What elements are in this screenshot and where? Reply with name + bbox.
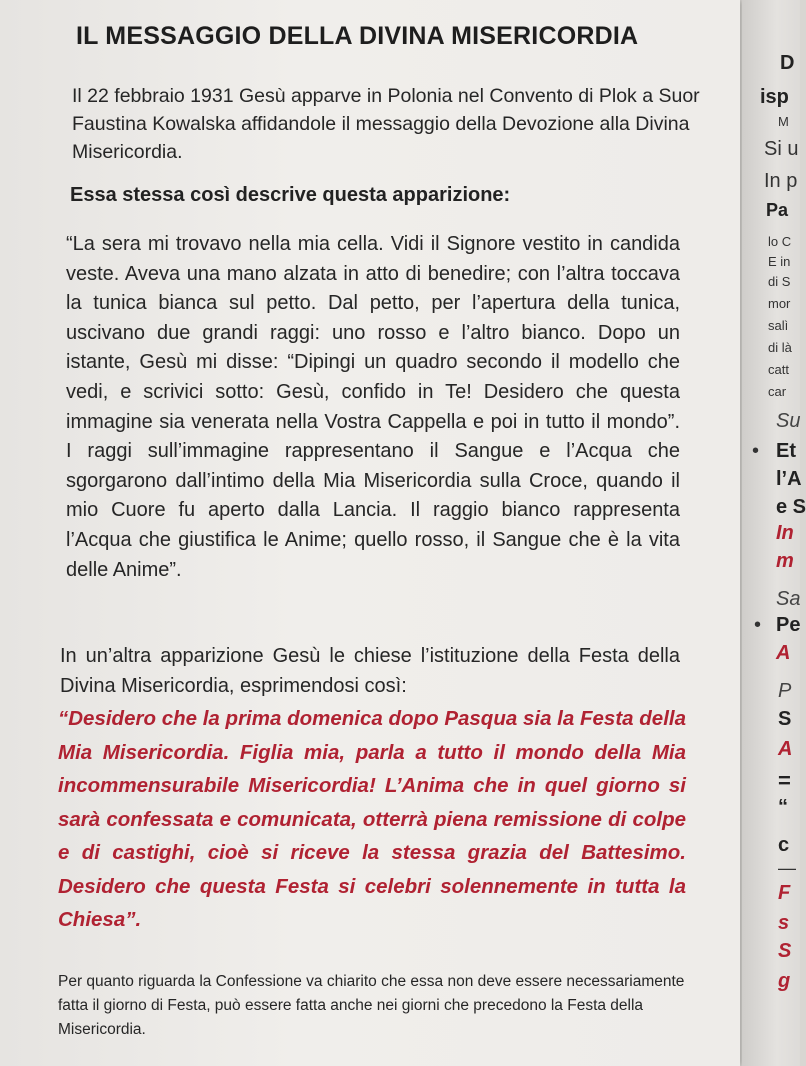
fold-text: In [776, 522, 794, 544]
fold-bullet: • [754, 614, 762, 636]
confession-note: Per quanto riguarda la Confessione va chiarito che essa non deve essere necessariamente fatta il giorno di Festa, può essere fatta anche nei giorni che precedono la Festa della Misericordia. [58, 973, 685, 1038]
page-title: IL MESSAGGIO DELLA DIVINA MISERICORDIA [76, 22, 639, 50]
fold-text: lo C [768, 234, 792, 249]
fold-text: M [778, 114, 789, 129]
fold-text: Pa [766, 200, 789, 220]
fold-text: F [778, 882, 791, 904]
fold-text: catt [768, 362, 789, 377]
fold-text: g [778, 970, 791, 992]
apparition-quote: “La sera mi trovavo nella mia cella. Vidi il Signore vestito in candida veste. Aveva una mano alzata in atto di benedire; con l’altra toccava la tunica bianca sul petto. Dal petto, per l’apertura della tunica, uscivano due grandi raggi: uno rosso e l’altro bianco. Dopo un istante, Gesù mi disse: “Dipingi un quadro secondo il modello che vedi, e scrivici sotto: Gesù, confido in Te! Desidero che questa immagine sia venerata nella Vostra Cappella e poi in tutto il mondo”. I raggi sull’immagine rappresentano il Sangue e l’Acqua che sgorgarono dall’intimo della Mia Misericordia sulla Croce, quando il mio Cuore fu aperto dalla Lancia. Il raggio bianco rappresenta l’Acqua che giustifica le Anime; quello rosso, il Sangue che è la vita delle Anime”. [66, 233, 680, 581]
fold-text: s [778, 912, 790, 934]
red-highlight-quote: “Desidero che la prima domenica dopo Pasqua sia la Festa della Mia Misericordia. Figlia mia, parla a tutto il mondo della Mia incommensurabile Misericordia! L’Anima che in quel giorno si sarà confessata e comunicata, otterrà piena remissione di colpe e di castighi, cioè si riceve la stessa grazia del Battesimo. Desidero che questa Festa si celebri solennemente in tutta la Chiesa”. [58, 707, 686, 931]
fold-text: S [778, 940, 792, 962]
fold-text: Si u [764, 138, 799, 160]
fold-text: Sa [776, 588, 801, 610]
fold-text: Pe [776, 614, 801, 636]
fold-bullet: • [752, 440, 760, 462]
fold-text: car [768, 384, 787, 399]
fold-text: mor [768, 296, 791, 311]
fold-text: di S [768, 274, 791, 289]
fold-divider-mark: = [778, 768, 791, 793]
fold-text: l’A [776, 468, 802, 490]
fold-text: e S [776, 496, 806, 518]
fold-text: P [778, 680, 792, 702]
fold-text: “ [778, 796, 788, 818]
fold-text: salì [768, 318, 789, 333]
fold-text: m [776, 550, 794, 572]
fold-text: In p [764, 170, 798, 192]
fold-text: c [778, 834, 790, 856]
fold-text: A [778, 738, 793, 760]
fold-divider-mark: — [778, 858, 796, 878]
fold-text: E in [768, 254, 791, 269]
fold-text: A [776, 642, 791, 664]
second-apparition-paragraph: In un’altra apparizione Gesù le chiese l’istituzione della Festa della Divina Misericordia, esprimendosi così: [60, 645, 680, 697]
fold-text: D [780, 52, 795, 74]
fold-text: isp [760, 86, 789, 108]
intro-paragraph: Il 22 febbraio 1931 Gesù apparve in Polonia nel Convento di Plok a Suor Faustina Kowalska affidandole il messaggio della Devozione alla Divina Misericordia. [72, 85, 700, 163]
fold-text: di là [768, 340, 792, 355]
fold-text: Su [776, 410, 801, 432]
section-subheading: Essa stessa così descrive questa apparizione: [70, 184, 511, 206]
fold-text: Et [776, 440, 796, 462]
adjacent-page-fold [742, 0, 806, 1066]
fold-text: S [778, 708, 792, 730]
